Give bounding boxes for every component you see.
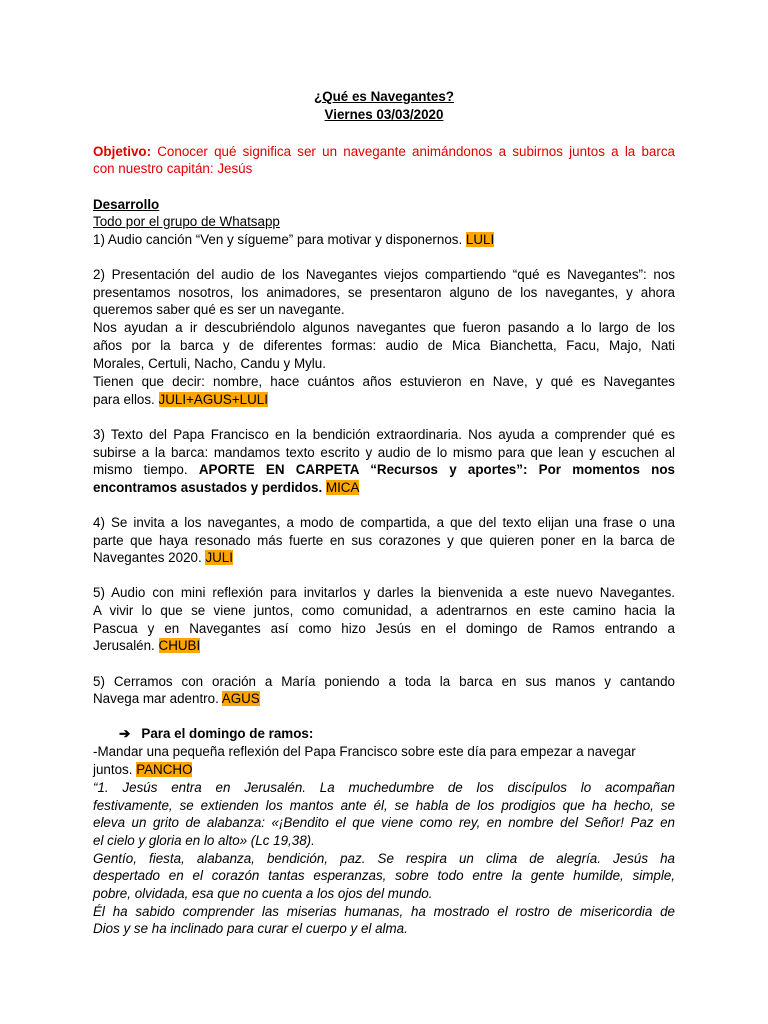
objective-text-1: Conocer qué significa ser un navegante animándonos a subirnos juntos a la barca: [157, 144, 675, 159]
item-5-line-2: A vivir lo que se viene juntos, como comunidad, a adentrarnos en este camino hacia la: [93, 603, 675, 618]
item-3-text: mismo tiempo.: [93, 462, 188, 477]
item-2-line-8: [93, 391, 268, 409]
objective-line-2: con nuestro capitán: Jesús: [93, 161, 253, 176]
item-4-line-2: parte que haya resonado más fuerte en sus corazones y que quieren poner en la barca de: [93, 533, 675, 548]
item-4-line-1: 4) Se invita a los navegantes, a modo de compartida, a que del texto elijan una frase o una: [93, 515, 675, 530]
document-date: Viernes 03/03/2020: [324, 107, 444, 122]
assignee-tag: JULI: [205, 550, 233, 565]
bullet-ramos-text: Para el domingo de ramos:: [141, 726, 314, 741]
ramos-line-2: [93, 761, 192, 779]
quote-line-9: Dios y se ha inclinado para curar el cuerpo y el alma.: [93, 921, 408, 936]
quote-line-1: “1. Jesús entra en Jerusalén. La muchedumbre de los discípulos lo acompañan: [93, 780, 675, 795]
item-6-line-1: 5) Cerramos con oración a María poniendo a toda la barca en sus manos y cantando: [93, 674, 675, 689]
ramos-line-1: -Mandar una pequeña reflexión del Papa Francisco sobre este día para empezar a navegar: [93, 744, 636, 759]
assignee-tag: AGUS: [221, 691, 260, 706]
bullet-ramos: [119, 725, 313, 743]
assignee-tag: JULI+AGUS+LULI: [158, 392, 268, 407]
item-5-line-3: Pascua y en Navegantes así como hizo Jesús en el domingo de Ramos entrando a: [93, 621, 675, 636]
item-2-line-7: Tienen que decir: nombre, hace cuántos años estuvieron en Nave, y qué es Navegantes: [93, 374, 675, 389]
item-2-text: para ellos.: [93, 392, 155, 407]
quote-line-5: Gentío, fiesta, alabanza, bendición, paz. Se respira un clima de alegría. Jesús ha: [93, 851, 675, 866]
ramos-text: juntos.: [93, 762, 133, 777]
item-2-line-4: Nos ayudan a ir descubriéndolo algunos navegantes que fueron pasando a lo largo de los: [93, 320, 675, 335]
assignee-tag: MICA: [325, 480, 360, 495]
document-title: ¿Qué es Navegantes?: [314, 89, 454, 104]
quote-line-6: despertado en el corazón tantas esperanzas, sobre todo entre la gente humilde, simple,: [93, 868, 675, 883]
assignee-tag: CHUBI: [158, 638, 201, 653]
item-6-line-2: [93, 690, 260, 708]
assignee-tag: PANCHO: [136, 762, 193, 777]
item-2-line-3: queremos saber qué es ser un navegante.: [93, 302, 345, 317]
item-4-text: Navegantes 2020.: [93, 550, 202, 565]
item-1: [93, 231, 494, 249]
quote-line-2: festivamente, se extienden los mantos ante él, se habla de los prodigios que ha hecho, se: [93, 798, 675, 813]
objective-line-1: [93, 143, 675, 161]
section-subheading: Todo por el grupo de Whatsapp: [93, 214, 280, 229]
item-4-line-3: [93, 549, 233, 567]
quote-line-4: el cielo y gloria en lo alto» (Lc 19,38).: [93, 833, 315, 848]
quote-line-8: Él ha sabido comprender las miserias humanas, ha mostrado el rostro de misericordia de: [93, 904, 675, 919]
item-5-line-4: [93, 637, 200, 655]
section-heading: Desarrollo: [93, 197, 160, 212]
quote-line-3: eleva un grito de alabanza: «¡Bendito el que viene como rey, en nombre del Señor! Paz en: [93, 815, 675, 830]
item-3-bold-end: encontramos asustados y perdidos.: [93, 480, 323, 495]
item-3-line-2: subirse a la barca: mandamos texto escrito y audio de lo mismo para que lean y escuchen al: [93, 445, 675, 460]
item-3-bold-text: APORTE EN CARPETA “Recursos y aportes”: Por momentos nos: [198, 462, 675, 477]
item-5-text: Jerusalén.: [93, 638, 155, 653]
item-5-line-1: 5) Audio con mini reflexión para invitarlos y darles la bienvenida a este nuevo Navegantes.: [93, 585, 675, 600]
assignee-tag: LULI: [465, 232, 495, 247]
item-2-line-1: 2) Presentación del audio de los Navegantes viejos compartiendo “qué es Navegantes”: nos: [93, 267, 675, 282]
item-2-line-2: presentamos nosotros, los animadores, se presentaron alguno de los navegantes, y ahora: [93, 285, 675, 300]
item-3-line-3: [93, 461, 675, 479]
item-2-line-5: años por la barca y de diferentes formas: audio de Mica Bianchetta, Facu, Majo, Nati: [93, 338, 675, 353]
objective-label: Objetivo:: [93, 144, 152, 159]
item-6-text: Navega mar adentro.: [93, 691, 219, 706]
item-3-line-4: [93, 479, 359, 497]
item-2-line-6: Morales, Certuli, Nacho, Candu y Mylu.: [93, 356, 326, 371]
item-3-line-1: 3) Texto del Papa Francisco en la bendición extraordinaria. Nos ayuda a comprender qué es: [93, 427, 675, 442]
quote-line-7: pobre, olvidada, esa que no cuenta a los ojos del mundo.: [93, 886, 433, 901]
arrow-bullet-icon: ➔: [119, 726, 131, 741]
item-1-text: 1) Audio canción “Ven y sígueme” para motivar y disponernos.: [93, 232, 463, 247]
